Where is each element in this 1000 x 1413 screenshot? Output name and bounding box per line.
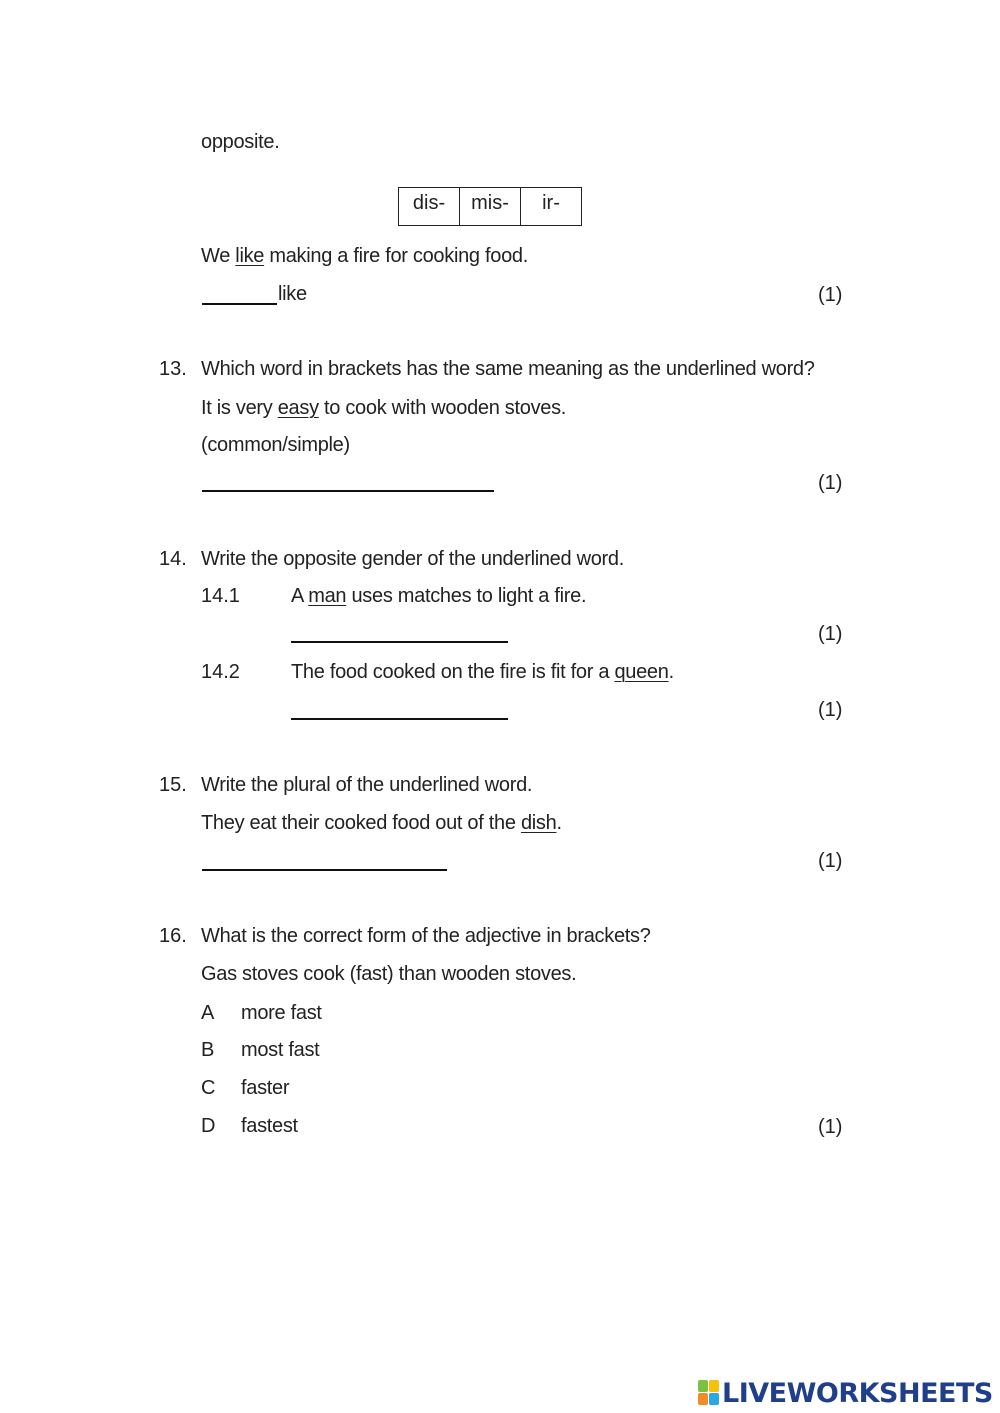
- option-text[interactable]: fastest: [241, 1115, 298, 1137]
- option-text[interactable]: most fast: [241, 1039, 320, 1061]
- mark-label: (1): [818, 472, 843, 494]
- question-text: Which word in brackets has the same meaning as the underlined word?: [201, 358, 815, 380]
- sentence-text: It is very: [201, 397, 278, 419]
- sentence-text: We: [201, 245, 236, 267]
- question-text: What is the correct form of the adjective in brackets?: [201, 925, 651, 947]
- question-text: Write the opposite gender of the underlined word.: [201, 548, 624, 570]
- underlined-word: dish: [520, 812, 557, 834]
- mark-label: (1): [818, 1116, 843, 1138]
- sentence-text: A: [291, 585, 309, 607]
- question-number: 16.: [159, 925, 187, 947]
- answer-blank[interactable]: [202, 303, 277, 305]
- answer-blank[interactable]: [202, 490, 494, 492]
- q15-sentence: [201, 811, 562, 835]
- sentence-text: to cook with wooden stoves.: [318, 397, 567, 419]
- option-text[interactable]: more fast: [241, 1002, 322, 1024]
- sentence-text: .: [668, 661, 674, 683]
- q14-1-sentence: [291, 584, 586, 608]
- answer-blank[interactable]: [291, 718, 508, 720]
- liveworksheets-logo[interactable]: [698, 1377, 993, 1409]
- sub-question-number: 14.2: [201, 661, 240, 683]
- question-number: 13.: [159, 358, 187, 380]
- answer-blank[interactable]: [291, 641, 508, 643]
- intro-answer-suffix: like: [278, 283, 307, 305]
- prefix-cell: mis-: [460, 188, 521, 226]
- prefix-table: [398, 187, 582, 226]
- sentence-text: .: [556, 812, 562, 834]
- sentence-text: making a fire for cooking food.: [264, 245, 528, 267]
- option-letter: D: [201, 1115, 216, 1137]
- option-letter: B: [201, 1039, 215, 1061]
- mark-label: (1): [818, 699, 843, 721]
- logo-text: LIVEWORKSHEETS: [722, 1377, 993, 1409]
- q13-sentence: [201, 396, 566, 420]
- intro-opposite-text: opposite.: [201, 131, 280, 153]
- intro-sentence: [201, 244, 528, 268]
- underlined-word: like: [235, 245, 265, 267]
- sentence-text: The food cooked on the fire is fit for a: [291, 661, 615, 683]
- answer-blank[interactable]: [202, 869, 447, 871]
- sub-question-number: 14.1: [201, 585, 240, 607]
- option-letter: A: [201, 1002, 215, 1024]
- underlined-word: queen: [614, 661, 669, 683]
- underlined-word: easy: [277, 397, 319, 419]
- prefix-cell: dis-: [399, 188, 460, 226]
- question-number: 15.: [159, 774, 187, 796]
- mark-label: (1): [818, 284, 843, 306]
- q13-options: (common/simple): [201, 434, 350, 456]
- question-number: 14.: [159, 548, 187, 570]
- prefix-cell: ir-: [521, 188, 582, 226]
- underlined-word: man: [308, 585, 347, 607]
- q16-sentence: Gas stoves cook (fast) than wooden stoves.: [201, 963, 577, 985]
- sentence-text: They eat their cooked food out of the: [201, 812, 521, 834]
- logo-blocks-icon: [698, 1380, 720, 1406]
- option-letter: C: [201, 1077, 216, 1099]
- sentence-text: uses matches to light a fire.: [346, 585, 587, 607]
- mark-label: (1): [818, 623, 843, 645]
- question-text: Write the plural of the underlined word.: [201, 774, 533, 796]
- mark-label: (1): [818, 850, 843, 872]
- option-text[interactable]: faster: [241, 1077, 290, 1099]
- q14-2-sentence: [291, 660, 674, 684]
